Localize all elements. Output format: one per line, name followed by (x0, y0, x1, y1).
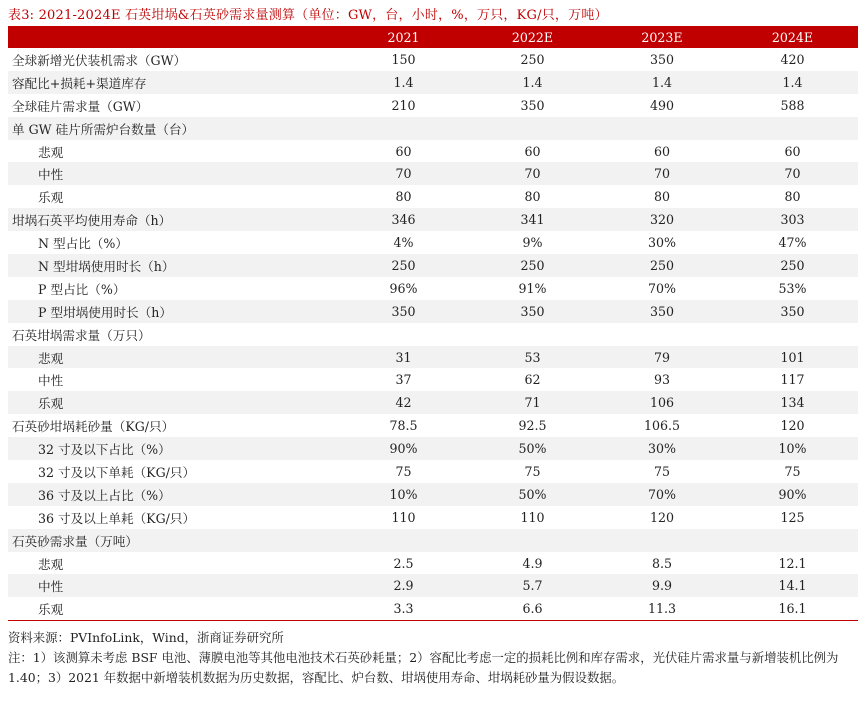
value-cell: 250 (727, 254, 858, 277)
value-cell: 60 (727, 140, 858, 163)
table-row (8, 552, 858, 575)
table-row (8, 162, 858, 185)
value-cell: 75 (727, 460, 858, 483)
value-cell: 53 (468, 346, 597, 369)
value-cell (597, 529, 727, 552)
data-table (8, 26, 858, 621)
value-cell: 90% (727, 483, 858, 506)
value-cell: 6.6 (468, 597, 597, 620)
value-cell (727, 117, 858, 140)
value-cell: 79 (597, 346, 727, 369)
table-row (8, 414, 858, 437)
value-cell: 101 (727, 346, 858, 369)
row-label: 坩埚石英平均使用寿命（h） (8, 208, 339, 231)
value-cell: 1.4 (468, 71, 597, 94)
value-cell: 75 (468, 460, 597, 483)
value-cell: 80 (597, 185, 727, 208)
table-row (8, 300, 858, 323)
value-cell: 350 (468, 300, 597, 323)
value-cell: 110 (339, 506, 468, 529)
table-row (8, 346, 858, 369)
value-cell: 70 (727, 162, 858, 185)
table-row (8, 254, 858, 277)
footnotes (8, 628, 854, 688)
value-cell (339, 117, 468, 140)
value-cell: 134 (727, 391, 858, 414)
value-cell: 125 (727, 506, 858, 529)
header-cell-label (8, 26, 339, 48)
value-cell: 42 (339, 391, 468, 414)
row-label: 石英砂坩埚耗砂量（KG/只） (8, 414, 339, 437)
value-cell: 78.5 (339, 414, 468, 437)
value-cell: 92.5 (468, 414, 597, 437)
value-cell: 150 (339, 48, 468, 71)
row-label: 全球新增光伏装机需求（GW） (8, 48, 339, 71)
value-cell: 1.4 (727, 71, 858, 94)
value-cell: 70 (597, 162, 727, 185)
row-label: 石英砂需求量（万吨） (8, 529, 339, 552)
value-cell: 71 (468, 391, 597, 414)
table-row (8, 140, 858, 163)
value-cell: 350 (597, 48, 727, 71)
value-cell: 250 (339, 254, 468, 277)
value-cell: 96% (339, 277, 468, 300)
value-cell: 1.4 (339, 71, 468, 94)
value-cell: 4.9 (468, 552, 597, 575)
value-cell: 120 (727, 414, 858, 437)
value-cell: 490 (597, 94, 727, 117)
header-cell-2021: 2021 (339, 26, 468, 48)
table-row (8, 529, 858, 552)
table-title: 表3: 2021-2024E 石英坩埚&石英砂需求量测算（单位：GW，台，小时，%，万只，KG/只，万吨） (8, 8, 608, 23)
table-row (8, 391, 858, 414)
value-cell: 60 (468, 140, 597, 163)
value-cell: 80 (468, 185, 597, 208)
value-cell: 37 (339, 368, 468, 391)
value-cell: 3.3 (339, 597, 468, 620)
table-row (8, 71, 858, 94)
value-cell: 50% (468, 483, 597, 506)
value-cell: 250 (468, 48, 597, 71)
value-cell (727, 323, 858, 346)
header-cell-2024e: 2024E (727, 26, 858, 48)
table-row (8, 460, 858, 483)
value-cell: 2.9 (339, 574, 468, 597)
value-cell: 588 (727, 94, 858, 117)
value-cell: 93 (597, 368, 727, 391)
table-row (8, 231, 858, 254)
row-label: 乐观 (8, 391, 339, 414)
row-label: 悲观 (8, 552, 339, 575)
table-row (8, 597, 858, 620)
value-cell: 90% (339, 437, 468, 460)
value-cell: 2.5 (339, 552, 468, 575)
value-cell: 75 (339, 460, 468, 483)
value-cell: 16.1 (727, 597, 858, 620)
value-cell: 9.9 (597, 574, 727, 597)
source-note: 资料来源：PVInfoLink，Wind，浙商证券研究所 (8, 630, 284, 645)
value-cell: 14.1 (727, 574, 858, 597)
row-label: P 型坩埚使用时长（h） (8, 300, 339, 323)
value-cell: 250 (468, 254, 597, 277)
value-cell: 420 (727, 48, 858, 71)
value-cell: 60 (597, 140, 727, 163)
value-cell: 10% (339, 483, 468, 506)
value-cell: 320 (597, 208, 727, 231)
value-cell: 9% (468, 231, 597, 254)
row-label: 32 寸及以下占比（%） (8, 437, 339, 460)
table-row (8, 277, 858, 300)
value-cell: 70% (597, 483, 727, 506)
row-label: 中性 (8, 574, 339, 597)
value-cell: 80 (727, 185, 858, 208)
header-cell-2022e: 2022E (468, 26, 597, 48)
value-cell: 117 (727, 368, 858, 391)
value-cell (727, 529, 858, 552)
row-label: 悲观 (8, 140, 339, 163)
value-cell (339, 323, 468, 346)
value-cell: 30% (597, 437, 727, 460)
row-label: 36 寸及以上单耗（KG/只） (8, 506, 339, 529)
value-cell: 47% (727, 231, 858, 254)
table-row (8, 483, 858, 506)
row-label: 32 寸及以下单耗（KG/只） (8, 460, 339, 483)
value-cell: 60 (339, 140, 468, 163)
value-cell: 62 (468, 368, 597, 391)
value-cell: 120 (597, 506, 727, 529)
row-label: 石英坩埚需求量（万只） (8, 323, 339, 346)
value-cell: 4% (339, 231, 468, 254)
value-cell: 350 (727, 300, 858, 323)
row-label: 单 GW 硅片所需炉台数量（台） (8, 117, 339, 140)
value-cell: 70 (339, 162, 468, 185)
value-cell: 346 (339, 208, 468, 231)
table-row (8, 48, 858, 71)
value-cell (597, 323, 727, 346)
value-cell: 303 (727, 208, 858, 231)
value-cell: 53% (727, 277, 858, 300)
row-label: 乐观 (8, 185, 339, 208)
value-cell: 75 (597, 460, 727, 483)
table-header-row (8, 26, 858, 48)
remarks-note: 注：1）该测算未考虑 BSF 电池、薄膜电池等其他电池技术石英砂耗量；2）容配比考虑一定的损耗比例和库存需求，光伏硅片需求量与新增装机比例为 1.40；3）2021 年数据中新增装机数据为历史数据，容配比、炉台数、坩埚使用寿命、坩埚耗砂量为假设数据。 (8, 650, 839, 685)
value-cell: 350 (597, 300, 727, 323)
table-row (8, 94, 858, 117)
value-cell: 106 (597, 391, 727, 414)
value-cell: 106.5 (597, 414, 727, 437)
value-cell: 350 (339, 300, 468, 323)
value-cell: 11.3 (597, 597, 727, 620)
value-cell: 80 (339, 185, 468, 208)
row-label: 36 寸及以上占比（%） (8, 483, 339, 506)
table-row (8, 506, 858, 529)
row-label: 容配比+损耗+渠道库存 (8, 71, 339, 94)
value-cell: 50% (468, 437, 597, 460)
value-cell: 110 (468, 506, 597, 529)
value-cell: 210 (339, 94, 468, 117)
value-cell: 250 (597, 254, 727, 277)
value-cell (597, 117, 727, 140)
table-row (8, 185, 858, 208)
value-cell: 31 (339, 346, 468, 369)
value-cell (468, 117, 597, 140)
table-row (8, 208, 858, 231)
row-label: N 型占比（%） (8, 231, 339, 254)
value-cell (468, 323, 597, 346)
value-cell (468, 529, 597, 552)
row-label: 悲观 (8, 346, 339, 369)
row-label: 全球硅片需求量（GW） (8, 94, 339, 117)
row-label: N 型坩埚使用时长（h） (8, 254, 339, 277)
table-row (8, 368, 858, 391)
table-row (8, 437, 858, 460)
row-label: 中性 (8, 162, 339, 185)
value-cell: 350 (468, 94, 597, 117)
table-row (8, 117, 858, 140)
value-cell: 70% (597, 277, 727, 300)
value-cell: 30% (597, 231, 727, 254)
value-cell: 341 (468, 208, 597, 231)
value-cell (339, 529, 468, 552)
value-cell: 12.1 (727, 552, 858, 575)
value-cell: 5.7 (468, 574, 597, 597)
value-cell: 8.5 (597, 552, 727, 575)
value-cell: 1.4 (597, 71, 727, 94)
value-cell: 70 (468, 162, 597, 185)
table-row (8, 574, 858, 597)
table-row (8, 323, 858, 346)
row-label: 乐观 (8, 597, 339, 620)
row-label: P 型占比（%） (8, 277, 339, 300)
value-cell: 10% (727, 437, 858, 460)
value-cell: 91% (468, 277, 597, 300)
row-label: 中性 (8, 368, 339, 391)
header-cell-2023e: 2023E (597, 26, 727, 48)
